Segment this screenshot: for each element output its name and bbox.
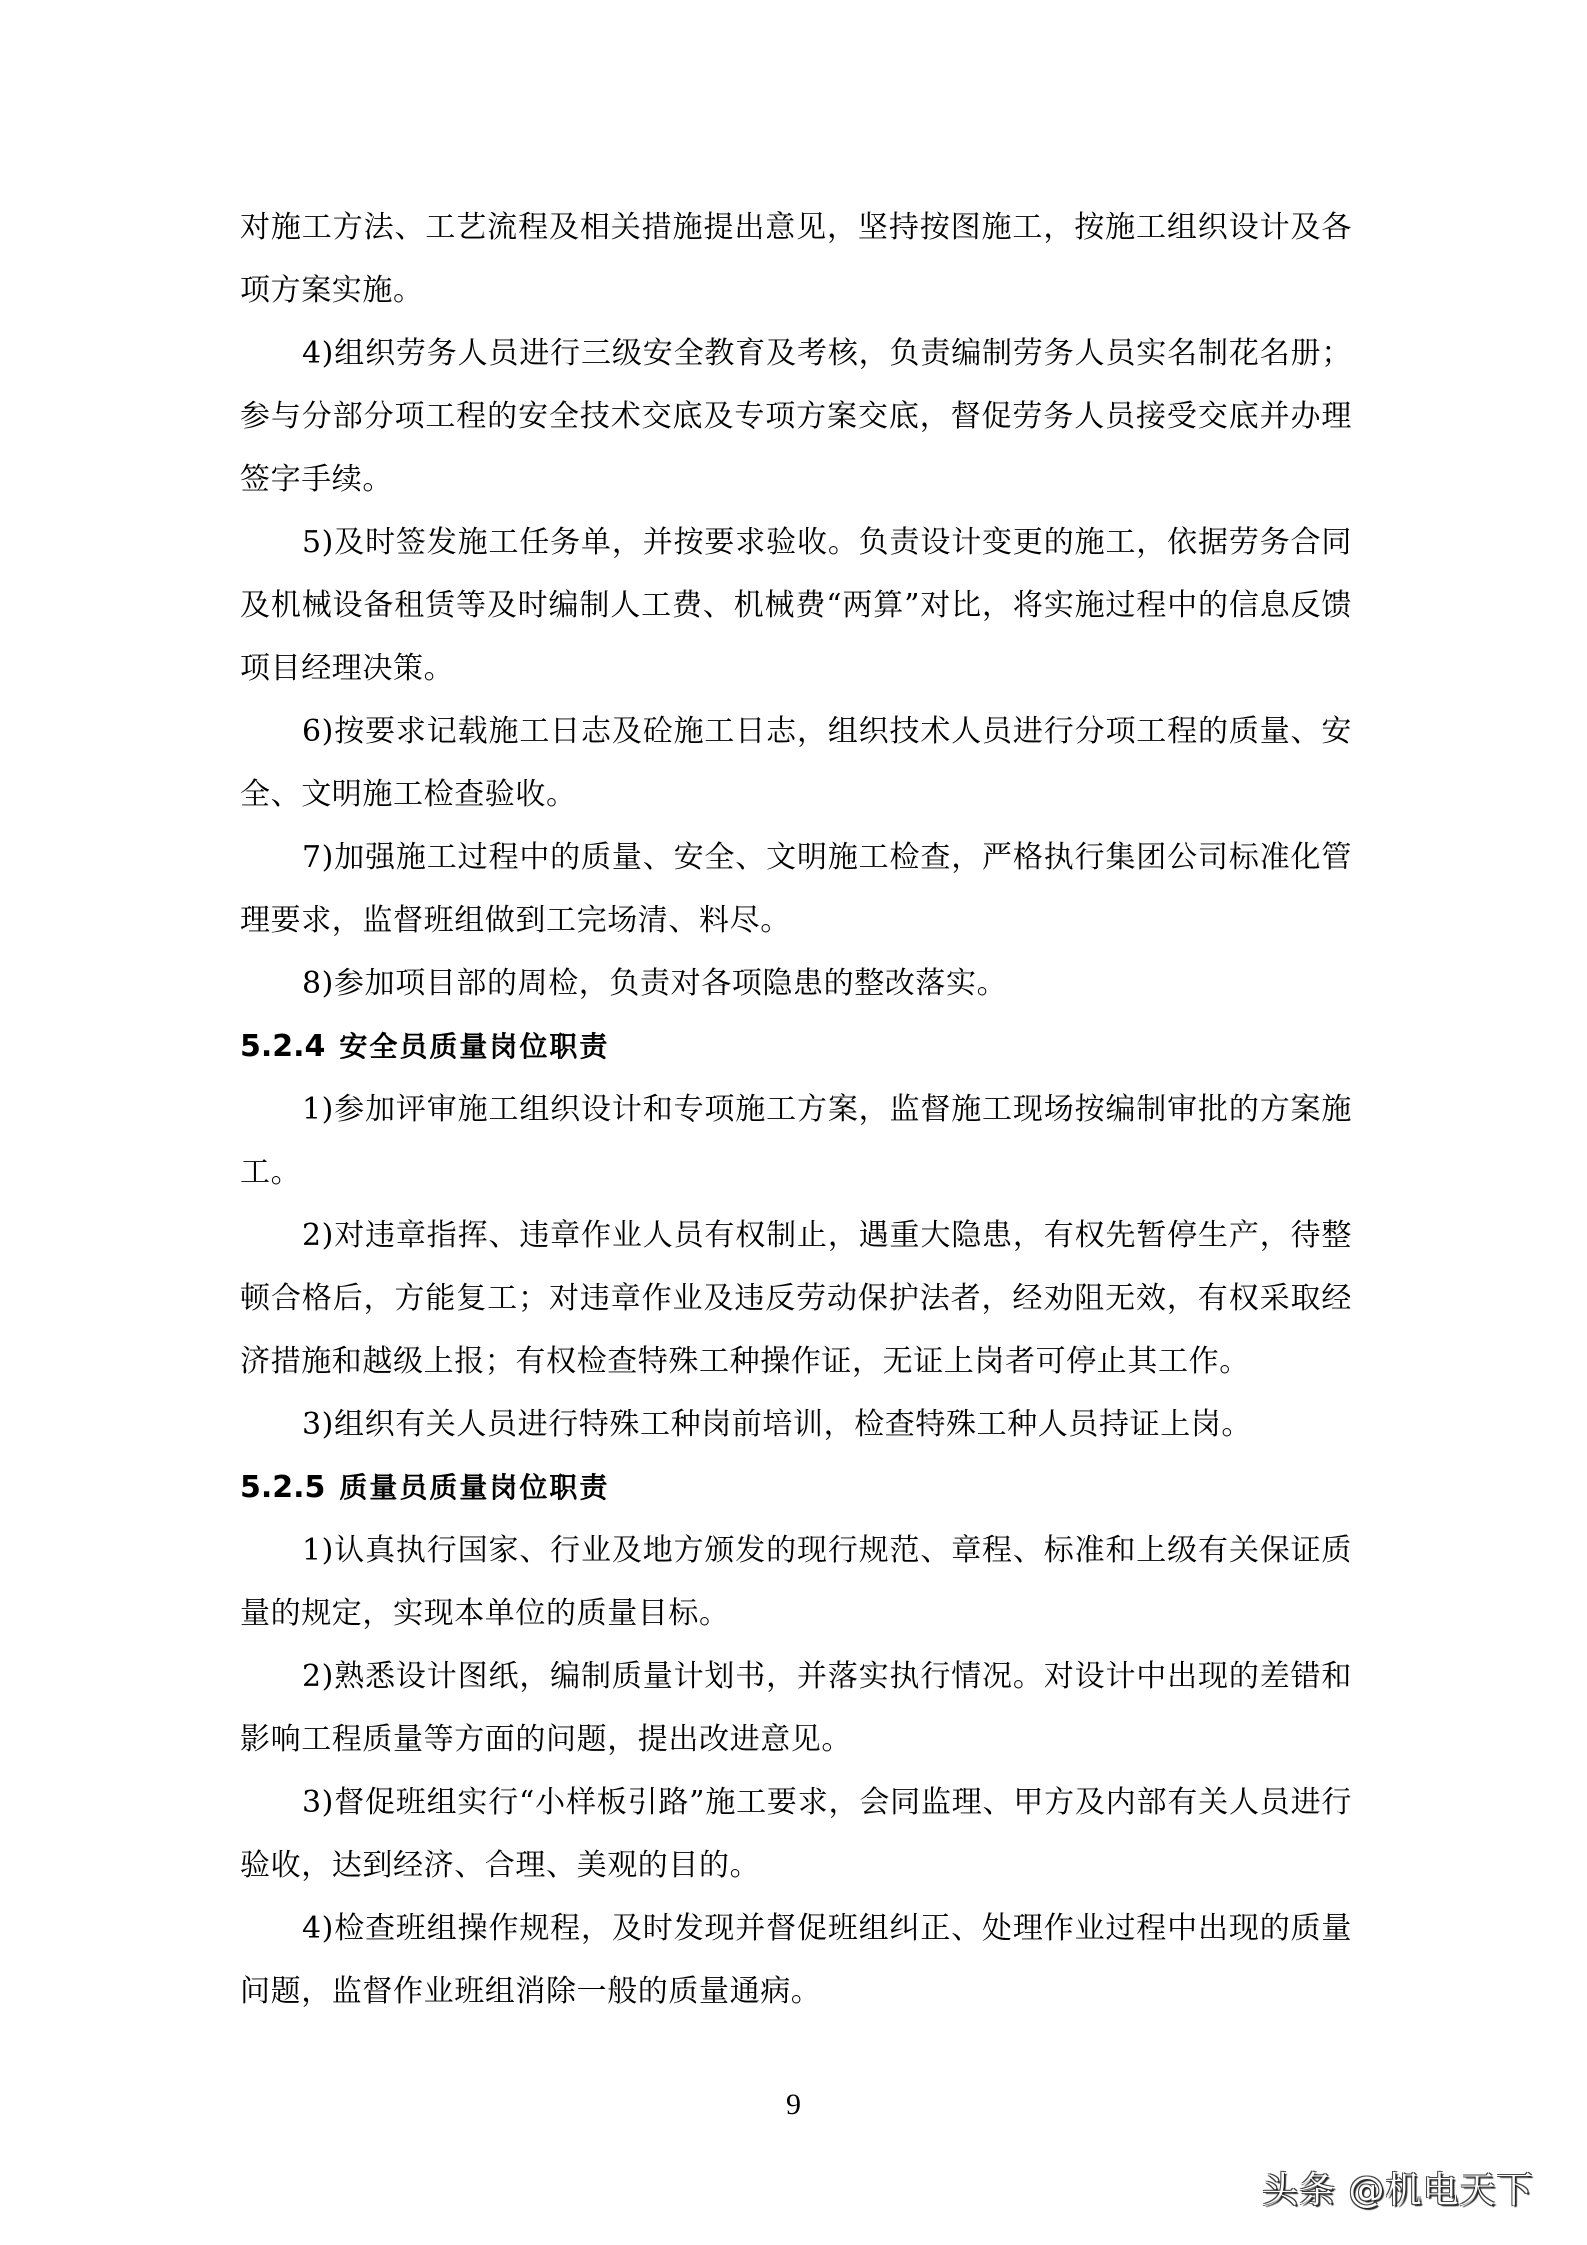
section-heading-5-2-4: [240, 1015, 1352, 1078]
page-number: 9: [786, 2088, 801, 2121]
paragraph-quality-item-4: 4)检查班组操作规程，及时发现并督促班组纠正、处理作业过程中出现的质量问题，监督作业班组消除一般的质量通病。: [240, 1911, 1352, 2009]
paragraph-item-7: 7)加强施工过程中的质量、安全、文明施工检查，严格执行集团公司标准化管理要求，监督班组做到工完场清、料尽。: [240, 840, 1352, 938]
paragraph-item-5: 5)及时签发施工任务单，并按要求验收。负责设计变更的施工，依据劳务合同及机械设备租赁等及时编制人工费、机械费“两算”对比，将实施过程中的信息反馈项目经理决策。: [240, 525, 1352, 686]
paragraph-item-6: 6)按要求记载施工日志及砼施工日志，组织技术人员进行分项工程的质量、安全、文明施工检查验收。: [240, 714, 1352, 812]
paragraph-item-4: 4)组织劳务人员进行三级安全教育及考核，负责编制劳务人员实名制花名册；参与分部分项工程的安全技术交底及专项方案交底，督促劳务人员接受交底并办理签字手续。: [240, 336, 1352, 497]
paragraph-quality-item-3: 3)督促班组实行“小样板引路”施工要求，会同监理、甲方及内部有关人员进行验收，达到经济、合理、美观的目的。: [240, 1785, 1352, 1883]
watermark: 头条 @机电天下: [1262, 2170, 1534, 2211]
paragraph-safety-item-1: 1)参加评审施工组织设计和专项施工方案，监督施工现场按编制审批的方案施工。: [240, 1092, 1352, 1190]
paragraph-safety-item-2: 2)对违章指挥、违章作业人员有权制止，遇重大隐患，有权先暂停生产，待整顿合格后，方能复工；对违章作业及违反劳动保护法者，经劝阻无效，有权采取经济措施和越级上报；有权检查特殊工种操作证，无证上岗者可停止其工作。: [240, 1218, 1352, 1379]
paragraph-quality-item-2: 2)熟悉设计图纸，编制质量计划书，并落实执行情况。对设计中出现的差错和影响工程质量等方面的问题，提出改进意见。: [240, 1659, 1352, 1757]
paragraph-item-8: 8)参加项目部的周检，负责对各项隐患的整改落实。: [302, 966, 1008, 1001]
document-body: [240, 196, 1352, 2023]
section-title: 质量员质量岗位职责: [339, 1471, 610, 1504]
section-title: 安全员质量岗位职责: [339, 1030, 610, 1063]
paragraph-safety-item-3: 3)组织有关人员进行特殊工种岗前培训，检查特殊工种人员持证上岗。: [302, 1407, 1252, 1442]
paragraph-continuation: 对施工方法、工艺流程及相关措施提出意见，坚持按图施工，按施工组织设计及各项方案实施。: [240, 210, 1352, 308]
section-heading-5-2-5: [240, 1456, 1352, 1519]
paragraph-quality-item-1: 1)认真执行国家、行业及地方颁发的现行规范、章程、标准和上级有关保证质量的规定，实现本单位的质量目标。: [240, 1533, 1352, 1631]
section-number: 5.2.4: [240, 1029, 326, 1064]
section-number: 5.2.5: [240, 1470, 326, 1505]
